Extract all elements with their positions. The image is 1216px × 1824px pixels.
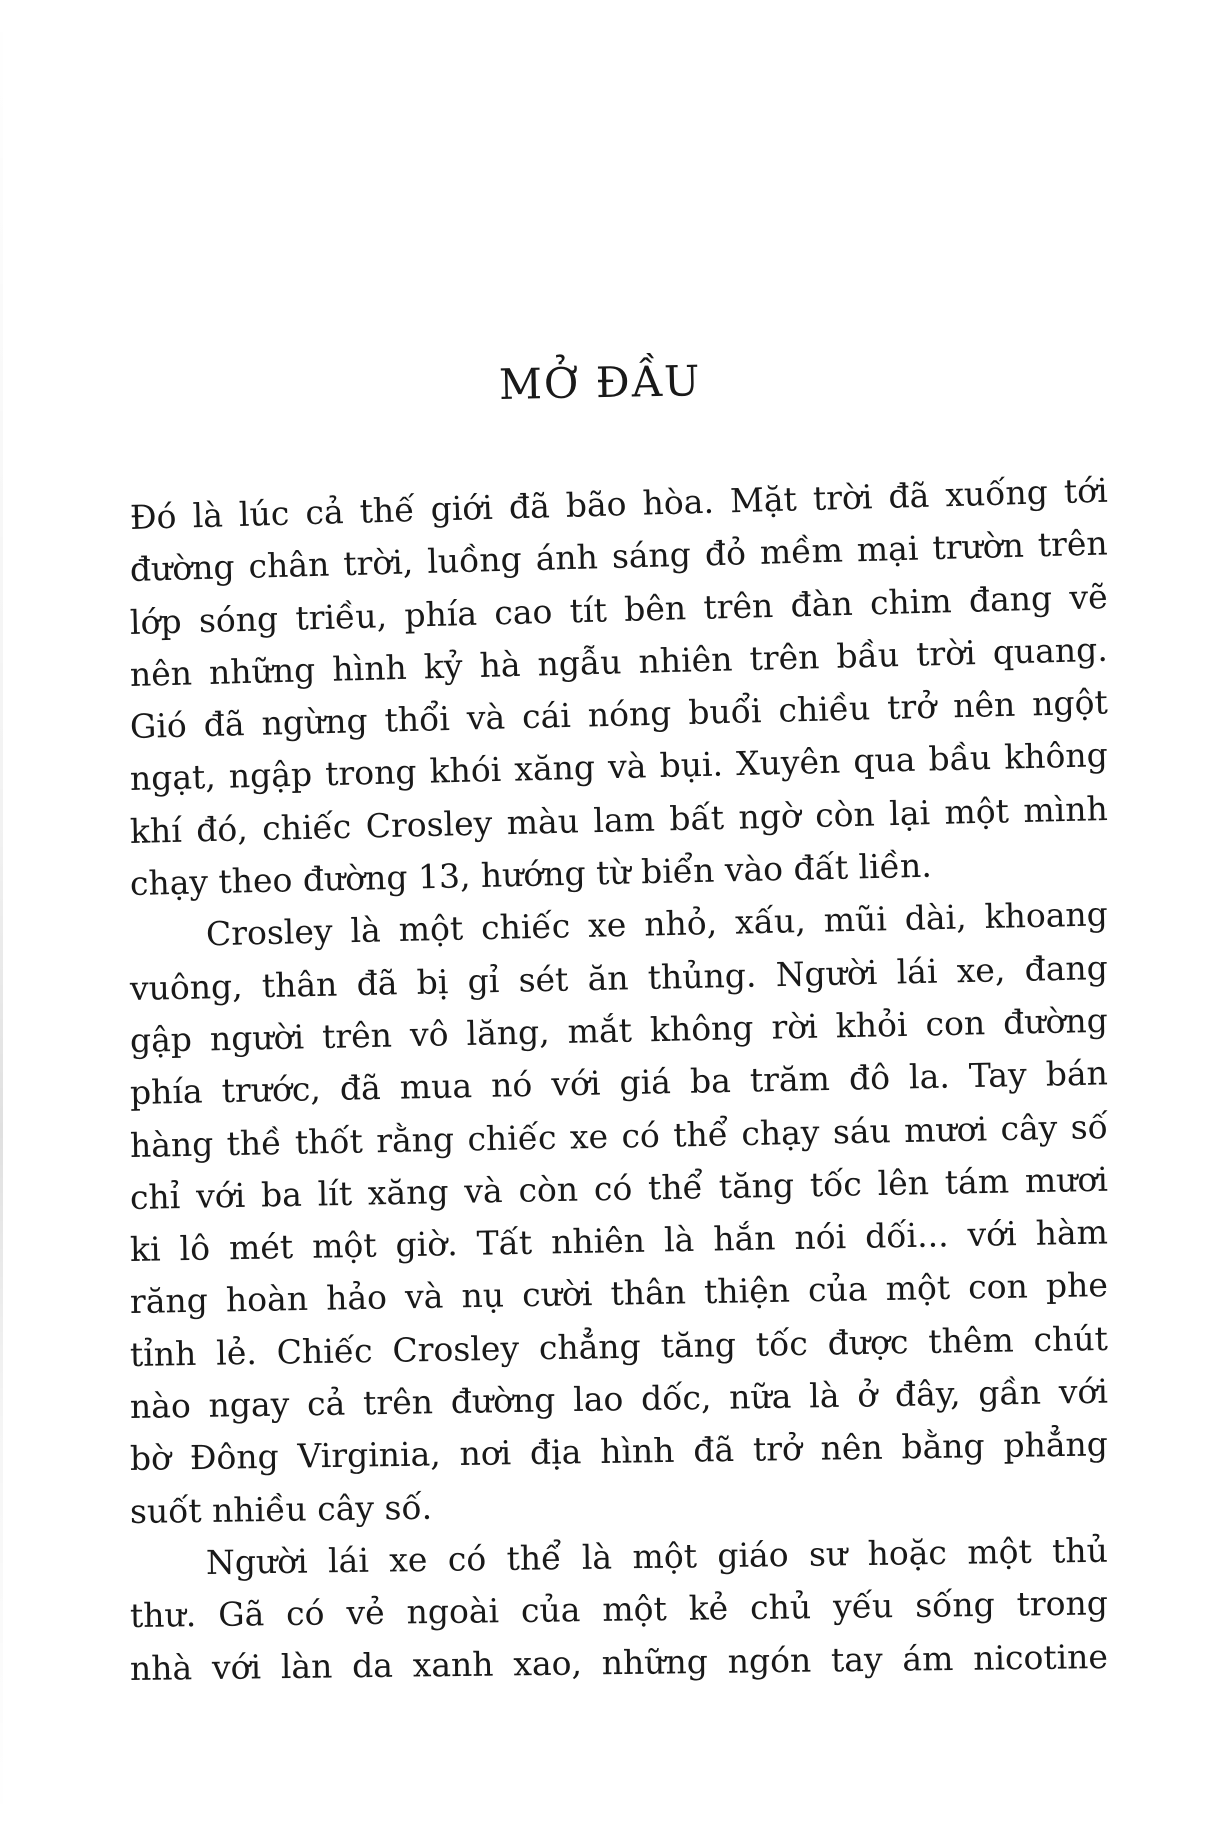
body-text-block [129, 470, 1109, 1695]
text-line: Đó là lúc cả thế giới đã bão hòa. Mặt trời đã xuống tới [129, 470, 1109, 537]
text-line: răng hoàn hảo và nụ cười thân thiện của một con phe [129, 1265, 1109, 1322]
text-line: vuông, thân đã bị gỉ sét ăn thủng. Người lái xe, đang [129, 947, 1109, 1008]
text-line: nên những hình kỷ hà ngẫu nhiên trên bầu trời quang. [129, 629, 1109, 694]
chapter-title: MỞ ĐẦU [498, 356, 702, 409]
text-line: hàng thề thốt rằng chiếc xe có thể chạy sáu mươi cây số [129, 1106, 1109, 1165]
text-line: chạy theo đường 13, hướng từ biển vào đất liền. [129, 845, 933, 904]
text-line: thư. Gã có vẻ ngoài của một kẻ chủ yếu sống trong [129, 1583, 1109, 1636]
text-line: khí đó, chiếc Crosley màu lam bất ngờ còn lại một mình [129, 788, 1109, 851]
text-line: gập người trên vô lăng, mắt không rời khỏi con đường [129, 1000, 1109, 1060]
text-line: chỉ với ba lít xăng và còn có thể tăng tốc lên tám mươi [129, 1159, 1109, 1217]
text-line: nào ngay cả trên đường lao dốc, nữa là ở đây, gần với [129, 1371, 1109, 1427]
text-line: ki lô mét một giờ. Tất nhiên là hắn nói dối... với hàm [129, 1212, 1109, 1270]
text-line: suốt nhiều cây số. [129, 1487, 433, 1531]
text-line: nhà với làn da xanh xao, những ngón tay ám nicotine [129, 1636, 1109, 1688]
text-line: phía trước, đã mua nó với giá ba trăm đô la. Tay bán [129, 1053, 1109, 1113]
text-line: Người lái xe có thể là một giáo sư hoặc một thủ [205, 1530, 1109, 1582]
text-line: Crosley là một chiếc xe nhỏ, xấu, mũi dài, khoang [205, 894, 1109, 954]
text-line: Gió đã ngừng thổi và cái nóng buổi chiều trở nên ngột [129, 682, 1109, 747]
text-line: tỉnh lẻ. Chiếc Crosley chẳng tăng tốc được thêm chút [129, 1318, 1109, 1374]
text-line: bờ Đông Virginia, nơi địa hình đã trở nên bằng phẳng [129, 1424, 1109, 1479]
text-line: đường chân trời, luồng ánh sáng đỏ mềm mại trườn trên [129, 523, 1109, 590]
text-line: lớp sóng triều, phía cao tít bên trên đàn chim đang vẽ [129, 576, 1109, 642]
scan-edge-shadow [0, 0, 3, 1824]
text-line: ngạt, ngập trong khói xăng và bụi. Xuyên qua bầu không [129, 735, 1109, 799]
